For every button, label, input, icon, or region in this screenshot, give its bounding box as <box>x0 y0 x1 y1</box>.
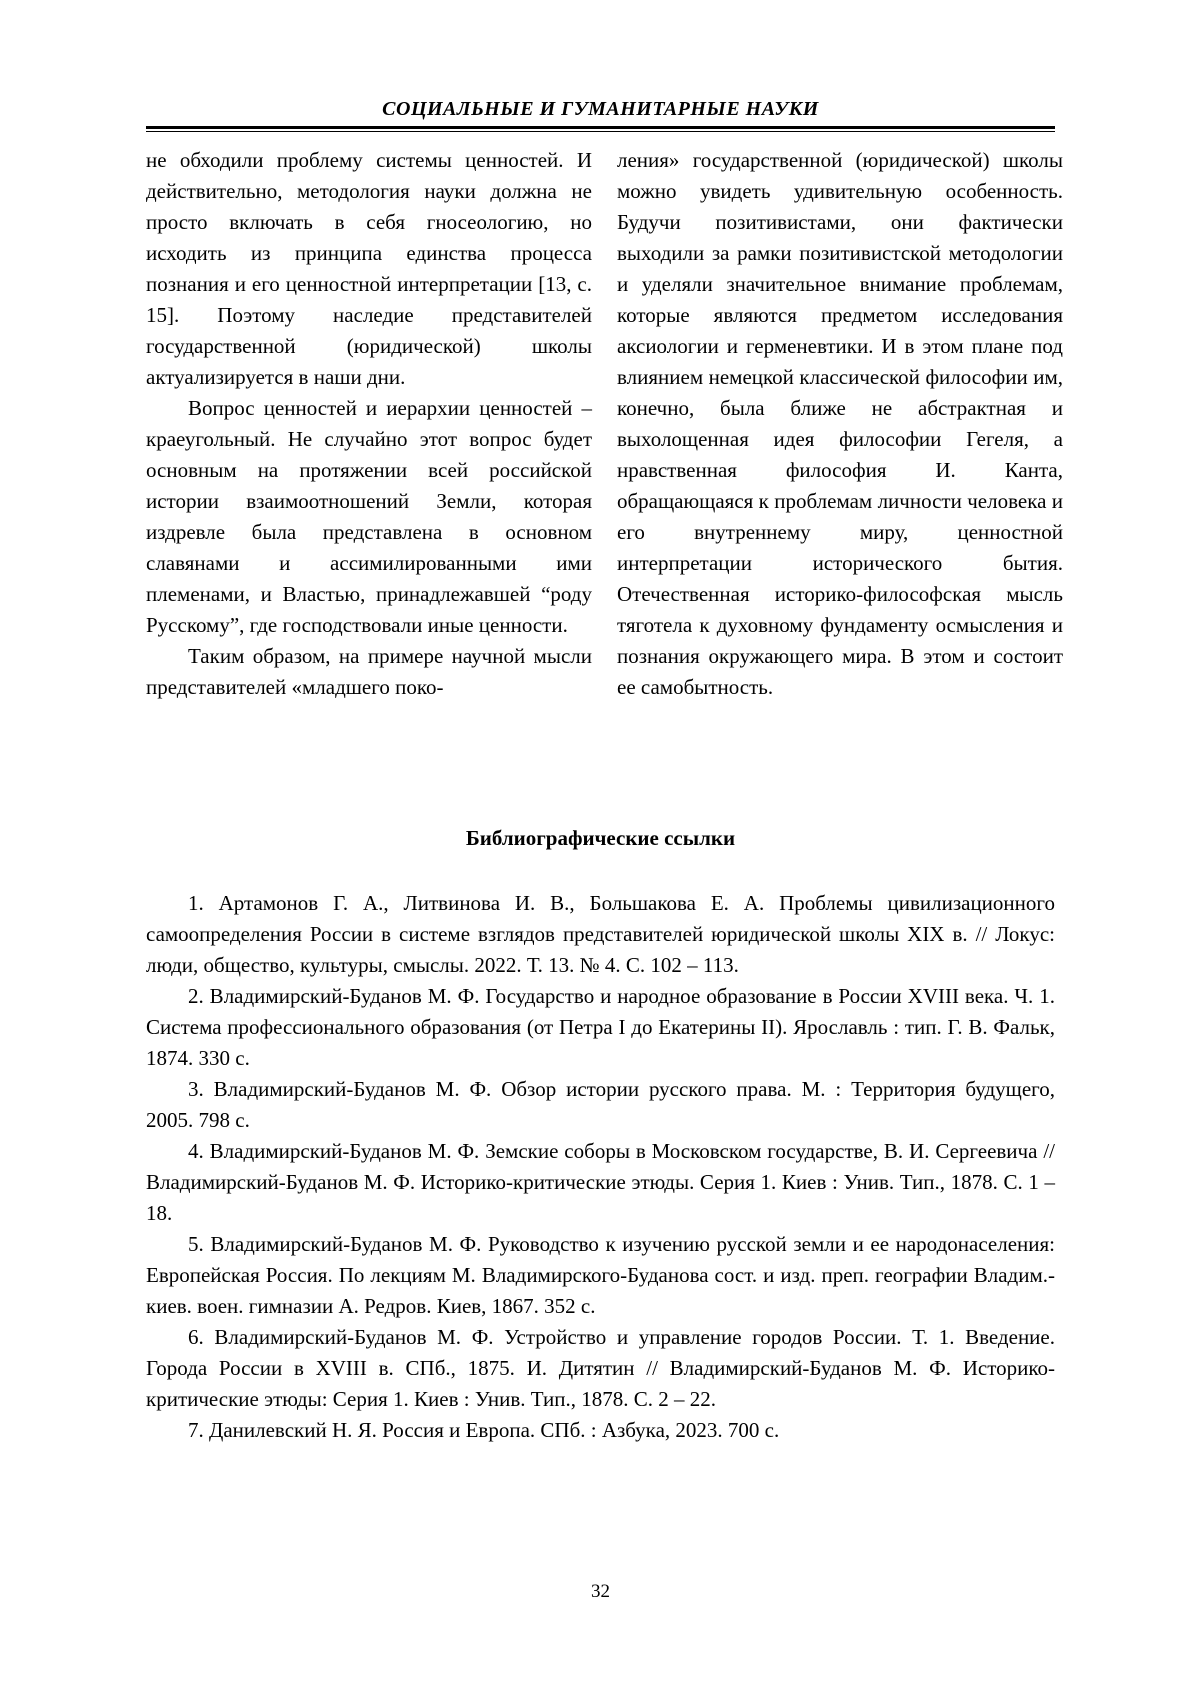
bibliography-item: 1. Артамонов Г. А., Литвинова И. В., Большакова Е. А. Проблемы цивилизационного самоопределения России в системе взглядов представителей юридической школы XIX в. // Локус: люди, общество, культуры, смыслы. 2022. Т. 13. № 4. С. 102 – 113. <box>146 891 1055 977</box>
page-number: 32 <box>591 1581 610 1602</box>
left-text-column <box>146 145 592 703</box>
paragraph: не обходили проблему системы ценностей. И действительно, методология науки должна не просто включать в себя гносеологию, но исходить из принципа единства процесса познания и его ценностной интерпретации [13, с. 15]. Поэтому наследие представителей государственной (юридической) школы актуализируется в наши дни. <box>146 148 592 389</box>
bibliography-item: 7. Данилевский Н. Я. Россия и Европа. СПб. : Азбука, 2023. 700 с. <box>188 1418 780 1442</box>
paragraph: Вопрос ценностей и иерархии ценностей – краеугольный. Не случайно этот вопрос будет основным на протяжении всей российской истории взаимоотношений Земли, которая издревле была представлена в основном славянами и ассимилированными ими племенами, и Властью, принадлежавшей “роду Русскому”, где господствовали иные ценности. <box>146 396 592 637</box>
paragraph: ления» государственной (юридической) школы можно увидеть удивительную особенность. Будучи позитивистами, они фактически выходили за рамки позитивистской методологии и уделяли значительное внимание проблемам, которые являются предметом исследования аксиологии и герменевтики. И в этом плане под влиянием немецкой классической философии им, конечно, была ближе не абстрактная и выхолощенная идея философии Гегеля, а нравственная философия И. Канта, обращающаяся к проблемам личности человека и его внутреннему миру, ценностной интерпретации исторического бытия. Отечественная историко-философская мысль тяготела к духовному фундаменту осмысления и познания окружающего мира. В этом и состоит ее самобытность. <box>617 148 1063 699</box>
running-header: СОЦИАЛЬНЫЕ И ГУМАНИТАРНЫЕ НАУКИ <box>382 98 819 120</box>
bibliography-item: 6. Владимирский-Буданов М. Ф. Устройство и управление городов России. Т. 1. Введение. Города России в XVIII в. СПб., 1875. И. Дитятин // Владимирский-Буданов М. Ф. Историко-критические этюды: Серия 1. Киев : Унив. Тип., 1878. С. 2 – 22. <box>146 1325 1055 1411</box>
bibliography-item: 2. Владимирский-Буданов М. Ф. Государство и народное образование в России XVIII века. Ч. 1. Система профессионального образования (от Петра I до Екатерины II). Ярославль : тип. Г. В. Фальк, 1874. 330 с. <box>146 984 1055 1070</box>
header-rule-thin <box>146 131 1055 132</box>
paragraph: Таким образом, на примере научной мысли представителей «младшего поко- <box>146 644 592 699</box>
bibliography-item: 5. Владимирский-Буданов М. Ф. Руководство к изучению русской земли и ее народонаселения: Европейская Россия. По лекциям М. Владимирского-Буданова сост. и изд. преп. географии Владим.-киев. воен. гимназии А. Редров. Киев, 1867. 352 с. <box>146 1232 1055 1318</box>
bibliography-item: 3. Владимирский-Буданов М. Ф. Обзор истории русского права. М. : Территория будущего, 2005. 798 с. <box>146 1077 1055 1132</box>
right-text-column <box>617 145 1063 703</box>
bibliography-list <box>146 888 1055 1446</box>
bibliography-heading: Библиографические ссылки <box>465 826 736 850</box>
header-rule-thick <box>146 126 1055 129</box>
bibliography-item: 4. Владимирский-Буданов М. Ф. Земские соборы в Московском государстве, В. И. Сергеевича // Владимирский-Буданов М. Ф. Историко-критические этюды. Серия 1. Киев : Унив. Тип., 1878. С. 1 – 18. <box>146 1139 1055 1225</box>
